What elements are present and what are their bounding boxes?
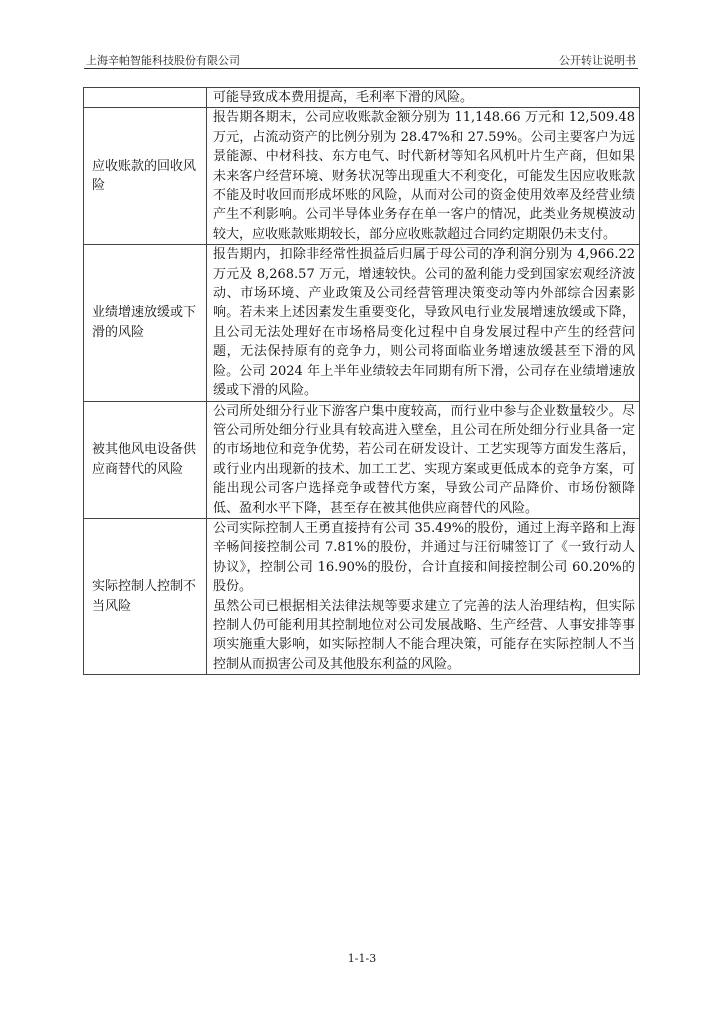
- risk-row-substitution: [84, 401, 640, 518]
- risk-label: 应收账款的回收风险: [84, 108, 207, 245]
- risk-label: [84, 88, 207, 108]
- risk-label: 被其他风电设备供应商替代的风险: [84, 401, 207, 518]
- risk-row-continuation: [84, 88, 640, 108]
- risk-description: [207, 245, 640, 401]
- risk-row-performance: [84, 245, 640, 401]
- document-title: 公开转让说明书: [559, 54, 636, 67]
- header-divider: [84, 68, 638, 69]
- page-header: [84, 50, 638, 68]
- risk-row-receivables: [84, 108, 640, 245]
- risk-paragraph: 可能导致成本费用提高，毛利率下滑的风险。: [213, 90, 474, 105]
- risk-description: [207, 401, 640, 518]
- risk-table: [83, 87, 640, 675]
- risk-paragraph: 报告期内，扣除非经常性损益后归属于母公司的净利润分别为 4,966.22 万元及 8,268.57 万元，增速较快。公司的盈利能力受到国家宏观经济波动、市场环境、产业政策及公司经营管理决策变动等内外部综合因素影响。若未来上述因素发生重要变化，导致风电行业发展增速放缓或下降，且公司无法处理好在市场格局变化过程中自身发展过程中产生的经营问题，无法保持原有的竞争力，则公司将面临业务增速放缓甚至下滑的风险。公司 2024 年上半年业绩较去年同期有所下滑，公司存在业绩增速放缓或下滑的风险。: [213, 247, 635, 399]
- risk-row-controller: [84, 518, 640, 674]
- page-number: 1-1-3: [347, 952, 377, 965]
- risk-paragraph: 虽然公司已根据相关法律法规等要求建立了完善的法人治理结构，但实际控制人仍可能利用其控制地位对公司发展战略、生产经营、人事安排等事项实施重大影响，如实际控制人不能合理决策，可能存在实际控制人不当控制从而损害公司及其他股东利益的风险。: [213, 598, 635, 672]
- risk-paragraph: 报告期各期末，公司应收账款金额分别为 11,148.66 万元和 12,509.48 万元，占流动资产的比例分别为 28.47%和 27.59%。公司主要客户为远景能源、中材科技、东方电气、时代新材等知名风机叶片生产商，但如果未来客户经营环境、财务状况等出现重大不利变化，可能发生因应收账款不能及时收回而形成坏账的风险，从而对公司的资金使用效率及经营业绩产生不利影响。公司半导体业务存在单一客户的情况，此类业务规模波动较大，应收账款账期较长，部分应收账款超过合同约定期限仍未支付。: [213, 110, 635, 242]
- risk-label: 业绩增速放缓或下滑的风险: [84, 245, 207, 401]
- company-name: 上海辛帕智能科技股份有限公司: [86, 54, 240, 67]
- risk-description: [207, 88, 640, 108]
- risk-paragraph: 公司所处细分行业下游客户集中度较高，而行业中参与企业数量较少。尽管公司所处细分行业具有较高进入壁垒，且公司在所处细分行业具备一定的市场地位和竞争优势，若公司在研发设计、工艺实现等方面发生落后，或行业内出现新的技术、加工工艺、实现方案或更低成本的竞争方案，可能出现公司客户选择竞争或替代方案，导致公司产品降价、市场份额降低、盈利水平下降，甚至存在被其他供应商替代的风险。: [213, 403, 635, 516]
- risk-description: [207, 108, 640, 245]
- risk-description: [207, 518, 640, 674]
- risk-label: 实际控制人控制不当风险: [84, 518, 207, 674]
- risk-paragraph: 公司实际控制人王勇直接持有公司 35.49%的股份，通过上海辛路和上海辛畅间接控制公司 7.81%的股份，并通过与汪衍啸签订了《一致行动人协议》，控制公司 16.90%的股份，合计直接和间接控制公司 60.20%的股份。: [213, 520, 635, 595]
